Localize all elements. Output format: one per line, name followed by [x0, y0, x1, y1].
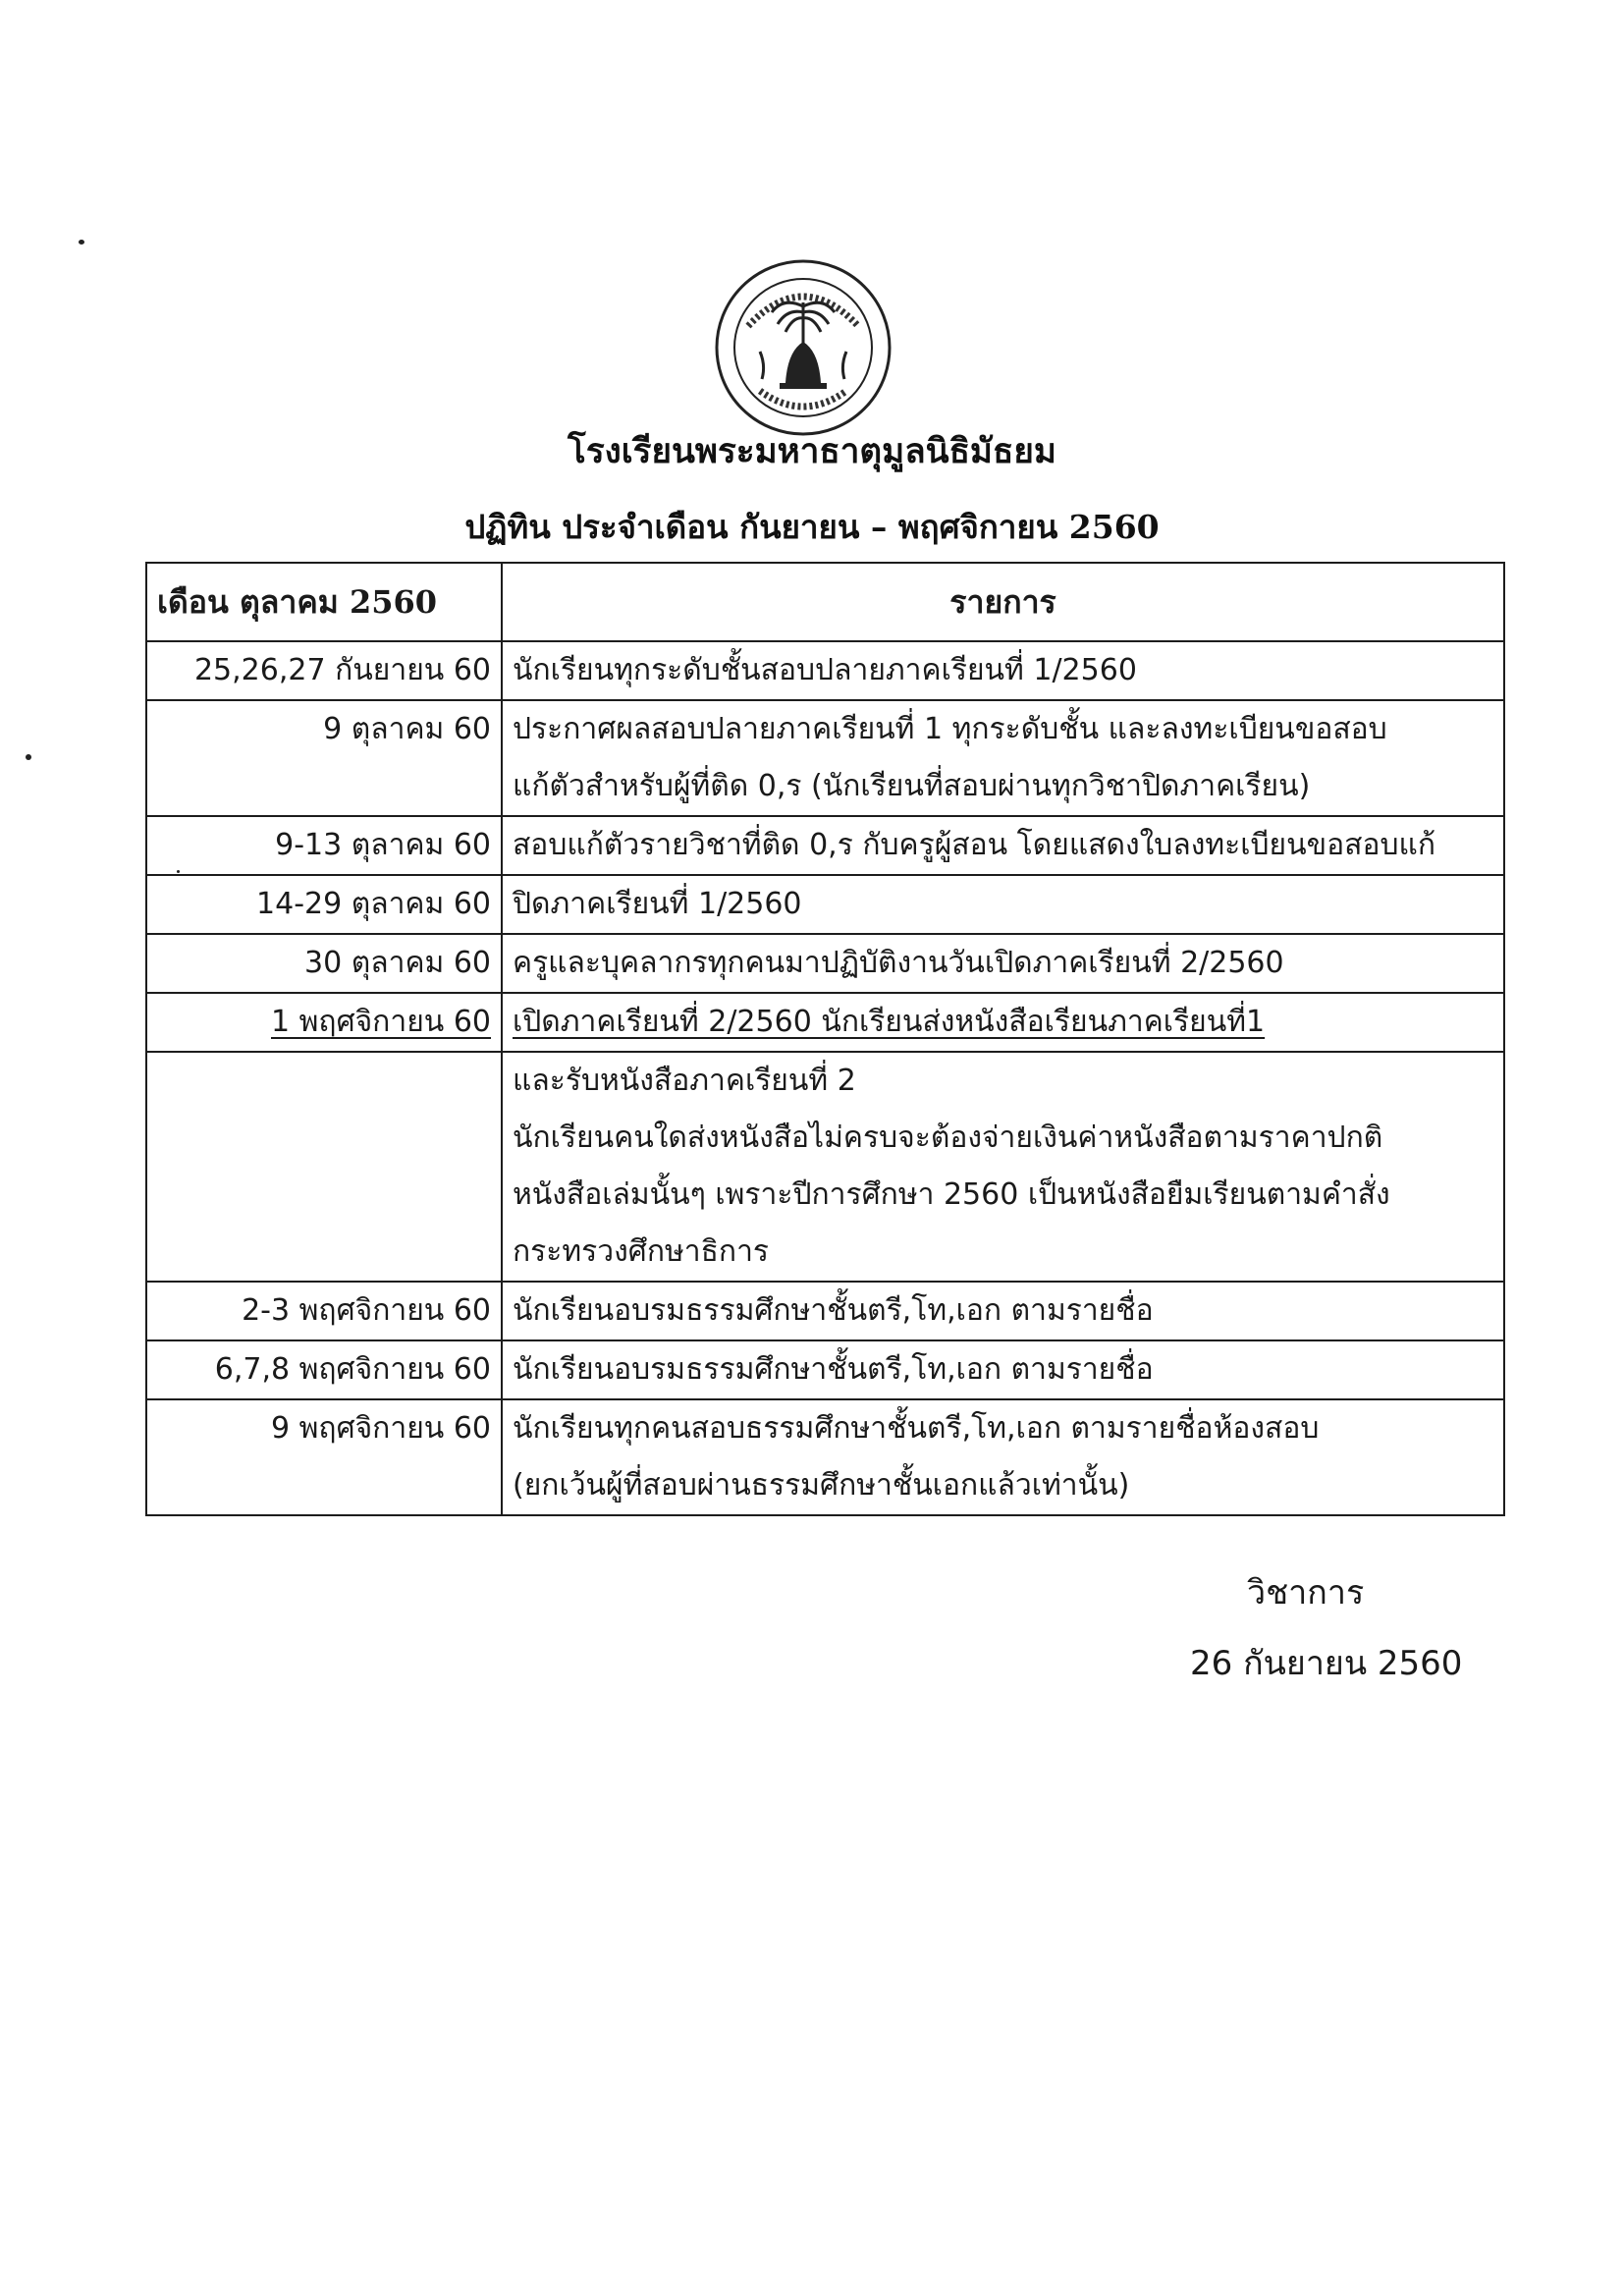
signature-department: วิชาการ: [1247, 1573, 1365, 1613]
description-line: นักเรียนทุกคนสอบธรรมศึกษาชั้นตรี,โท,เอก ตามรายชื่อห้องสอบ: [513, 1411, 1320, 1446]
table-row: [146, 1340, 1504, 1399]
table-row: [146, 1399, 1504, 1515]
description-line: (ยกเว้นผู้ที่สอบผ่านธรรมศึกษาชั้นเอกแล้วเท่านั้น): [513, 1468, 1130, 1503]
table-row: [146, 934, 1504, 993]
calendar-table: [145, 562, 1505, 1516]
row-description: [502, 700, 1504, 816]
row-description: [502, 641, 1504, 700]
table-row: [146, 993, 1504, 1052]
description-line: นักเรียนอบรมธรรมศึกษาชั้นตรี,โท,เอก ตามรายชื่อ: [513, 1293, 1154, 1328]
table-row: [146, 816, 1504, 875]
description-line: เปิดภาคเรียนที่ 2/2560 นักเรียนส่งหนังสือเรียนภาคเรียนที่1: [513, 1005, 1266, 1039]
table-row: [146, 700, 1504, 816]
description-line: ประกาศผลสอบปลายภาคเรียนที่ 1 ทุกระดับชั้น และลงทะเบียนขอสอบ: [513, 712, 1387, 746]
row-description: [502, 993, 1504, 1052]
row-date: 14-29 ตุลาคม 60: [146, 875, 502, 934]
description-line: ปิดภาคเรียนที่ 1/2560: [513, 887, 802, 921]
table-header-row: [146, 563, 1504, 641]
description-line: แก้ตัวสำหรับผู้ที่ติด 0,ร (นักเรียนที่สอบผ่านทุกวิชาปิดภาคเรียน): [513, 769, 1311, 803]
header-items: รายการ: [502, 563, 1504, 641]
row-description: [502, 1052, 1504, 1282]
row-description: [502, 875, 1504, 934]
table-row: [146, 1052, 1504, 1282]
scan-speck: [79, 240, 84, 245]
table-row: [146, 641, 1504, 700]
description-line: นักเรียนอบรมธรรมศึกษาชั้นตรี,โท,เอก ตามรายชื่อ: [513, 1352, 1154, 1387]
header-month: เดือน ตุลาคม 2560: [146, 563, 502, 641]
row-description: [502, 934, 1504, 993]
row-date: 9 พฤศจิกายน 60: [146, 1399, 502, 1515]
row-date: 25,26,27 กันยายน 60: [146, 641, 502, 700]
description-line: กระทรวงศึกษาธิการ: [513, 1234, 770, 1269]
row-date: 2-3 พฤศจิกายน 60: [146, 1282, 502, 1340]
description-line: หนังสือเล่มนั้นๆ เพราะปีการศึกษา 2560 เป็นหนังสือยืมเรียนตามคำสั่ง: [513, 1177, 1390, 1212]
scan-speck: [26, 754, 31, 760]
row-date: [146, 1052, 502, 1282]
row-date: [146, 993, 502, 1052]
signature-date: 26 กันยายน 2560: [1190, 1644, 1463, 1683]
description-line: นักเรียนทุกระดับชั้นสอบปลายภาคเรียนที่ 1/2560: [513, 653, 1137, 687]
school-seal-icon: [709, 257, 897, 440]
description-line: นักเรียนคนใดส่งหนังสือไม่ครบจะต้องจ่ายเงินค่าหนังสือตามราคาปกติ: [513, 1121, 1383, 1155]
row-description: [502, 1399, 1504, 1515]
scan-speck: [177, 870, 180, 873]
row-date: 6,7,8 พฤศจิกายน 60: [146, 1340, 502, 1399]
description-line: สอบแก้ตัวรายวิชาที่ติด 0,ร กับครูผู้สอน โดยแสดงใบลงทะเบียนขอสอบแก้: [513, 828, 1436, 862]
row-date: 9 ตุลาคม 60: [146, 700, 502, 816]
row-description: [502, 1282, 1504, 1340]
table-row: [146, 875, 1504, 934]
row-date-text: 1 พฤศจิกายน 60: [271, 1005, 491, 1039]
description-line: ครูและบุคลากรทุกคนมาปฏิบัติงานวันเปิดภาคเรียนที่ 2/2560: [513, 946, 1284, 980]
school-name: โรงเรียนพระมหาธาตุมูลนิธิมัธยม: [568, 431, 1056, 471]
table-row: [146, 1282, 1504, 1340]
row-description: [502, 1340, 1504, 1399]
row-description: [502, 816, 1504, 875]
calendar-title: ปฏิทิน ประจำเดือน กันยายน – พฤศจิกายน 2560: [464, 508, 1160, 546]
row-date: 30 ตุลาคม 60: [146, 934, 502, 993]
description-line: และรับหนังสือภาคเรียนที่ 2: [513, 1064, 856, 1098]
row-date: 9-13 ตุลาคม 60: [146, 816, 502, 875]
